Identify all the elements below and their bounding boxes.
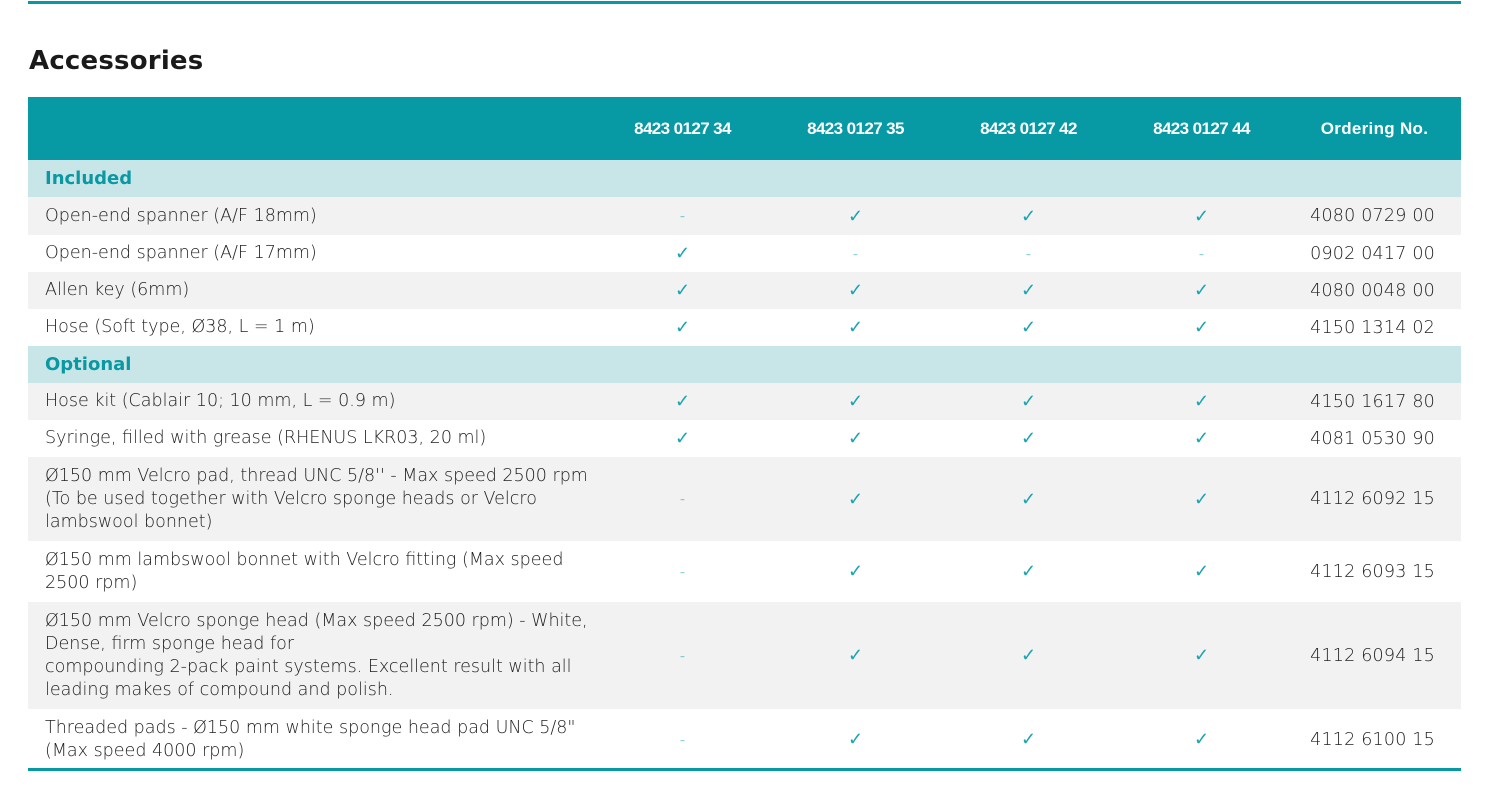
section-row-included xyxy=(28,160,1461,197)
table-row xyxy=(28,602,1461,709)
accessory-description: Open-end spanner (A/F 17mm) xyxy=(45,243,317,263)
table-row xyxy=(28,235,1461,272)
section-label: Optional xyxy=(45,354,132,375)
check-icon: ✓ xyxy=(1020,561,1037,582)
check-icon: ✓ xyxy=(847,317,864,338)
table-row xyxy=(28,541,1461,602)
accessory-description: Hose (Soft type, Ø38, L = 1 m) xyxy=(45,317,315,337)
check-icon: ✓ xyxy=(847,729,864,750)
header-model-3: 8423 0127 42 xyxy=(980,118,1077,138)
accessory-description: Open-end spanner (A/F 18mm) xyxy=(45,205,317,226)
page-title: Accessories xyxy=(29,46,204,76)
check-icon: ✓ xyxy=(674,280,691,301)
ordering-number: 4150 1314 02 xyxy=(1310,317,1435,338)
header-model-2: 8423 0127 35 xyxy=(807,118,904,138)
check-icon: ✓ xyxy=(1193,391,1210,412)
check-icon: ✓ xyxy=(1193,561,1210,582)
not-available-mark: - xyxy=(679,730,686,749)
check-icon: ✓ xyxy=(847,391,864,412)
ordering-number: 4112 6100 15 xyxy=(1310,729,1435,750)
check-icon: ✓ xyxy=(1020,729,1037,750)
check-icon: ✓ xyxy=(1020,205,1037,227)
section-row-optional xyxy=(28,346,1461,383)
check-icon: ✓ xyxy=(1020,488,1037,510)
check-icon: ✓ xyxy=(1020,428,1037,449)
check-icon: ✓ xyxy=(674,428,691,449)
accessory-description: Ø150 mm lambswool bonnet with Velcro fitting (Max speed 2500 rpm) xyxy=(45,549,564,593)
accessory-description: Hose kit (Cablair 10; 10 mm, L = 0.9 m) xyxy=(45,391,396,411)
ordering-number: 4080 0048 00 xyxy=(1310,280,1435,301)
table-row xyxy=(28,383,1461,420)
check-icon: ✓ xyxy=(847,488,864,510)
check-icon: ✓ xyxy=(1020,317,1037,338)
check-icon: ✓ xyxy=(847,428,864,449)
check-icon: ✓ xyxy=(847,205,864,227)
check-icon: ✓ xyxy=(1020,391,1037,412)
check-icon: ✓ xyxy=(847,645,864,666)
check-icon: ✓ xyxy=(674,243,691,264)
ordering-number: 4150 1617 80 xyxy=(1310,391,1435,412)
accessory-description: Threaded pads - Ø150 mm white sponge head pad UNC 5/8" (Max speed 4000 rpm) xyxy=(45,717,576,761)
not-available-mark: - xyxy=(679,646,686,665)
table-row xyxy=(28,420,1461,457)
header-model-4: 8423 0127 44 xyxy=(1153,118,1250,138)
accessories-table xyxy=(28,97,1461,770)
table-row xyxy=(28,197,1461,235)
table-row xyxy=(28,709,1461,770)
check-icon: ✓ xyxy=(1193,205,1210,227)
not-available-mark: - xyxy=(1025,244,1032,263)
check-icon: ✓ xyxy=(1193,280,1210,301)
check-icon: ✓ xyxy=(1193,645,1210,666)
ordering-number: 0902 0417 00 xyxy=(1310,243,1435,264)
table-body xyxy=(28,160,1461,770)
accessory-description: Ø150 mm Velcro pad, thread UNC 5/8'' - Max speed 2500 rpm (To be used together with Velcro sponge heads or Velcro lambswool bonnet) xyxy=(45,465,588,532)
check-icon: ✓ xyxy=(1020,645,1037,666)
not-available-mark: - xyxy=(679,490,686,508)
accessory-description: Syringe, filled with grease (RHENUS LKR03, 20 ml) xyxy=(45,428,487,448)
header-description xyxy=(28,97,596,160)
check-icon: ✓ xyxy=(674,317,691,338)
top-rule xyxy=(28,1,1461,4)
not-available-mark: - xyxy=(852,244,859,263)
check-icon: ✓ xyxy=(1193,428,1210,449)
ordering-number: 4081 0530 90 xyxy=(1310,428,1435,449)
check-icon: ✓ xyxy=(847,280,864,301)
check-icon: ✓ xyxy=(1193,488,1210,510)
section-label: Included xyxy=(45,168,133,189)
bottom-rule xyxy=(28,768,1461,771)
header-model-1: 8423 0127 34 xyxy=(634,118,731,138)
table-row xyxy=(28,309,1461,346)
not-available-mark: - xyxy=(1198,244,1205,263)
table-row xyxy=(28,457,1461,541)
check-icon: ✓ xyxy=(1193,317,1210,338)
not-available-mark: - xyxy=(679,207,686,225)
header-ordering-no: Ordering No. xyxy=(1320,118,1429,138)
check-icon: ✓ xyxy=(1020,280,1037,301)
check-icon: ✓ xyxy=(847,561,864,582)
not-available-mark: - xyxy=(679,562,686,581)
ordering-number: 4112 6094 15 xyxy=(1310,645,1435,666)
check-icon: ✓ xyxy=(674,391,691,412)
ordering-number: 4080 0729 00 xyxy=(1310,206,1435,226)
table-header-row xyxy=(28,97,1461,160)
ordering-number: 4112 6092 15 xyxy=(1310,489,1435,509)
table-row xyxy=(28,272,1461,309)
ordering-number: 4112 6093 15 xyxy=(1310,561,1435,582)
accessory-description: Allen key (6mm) xyxy=(45,280,190,300)
check-icon: ✓ xyxy=(1193,729,1210,750)
accessory-description: Ø150 mm Velcro sponge head (Max speed 2500 rpm) - White, Dense, firm sponge head for compounding 2-pack paint systems. Excellent result with all leading makes of compound and polish. xyxy=(45,610,588,700)
